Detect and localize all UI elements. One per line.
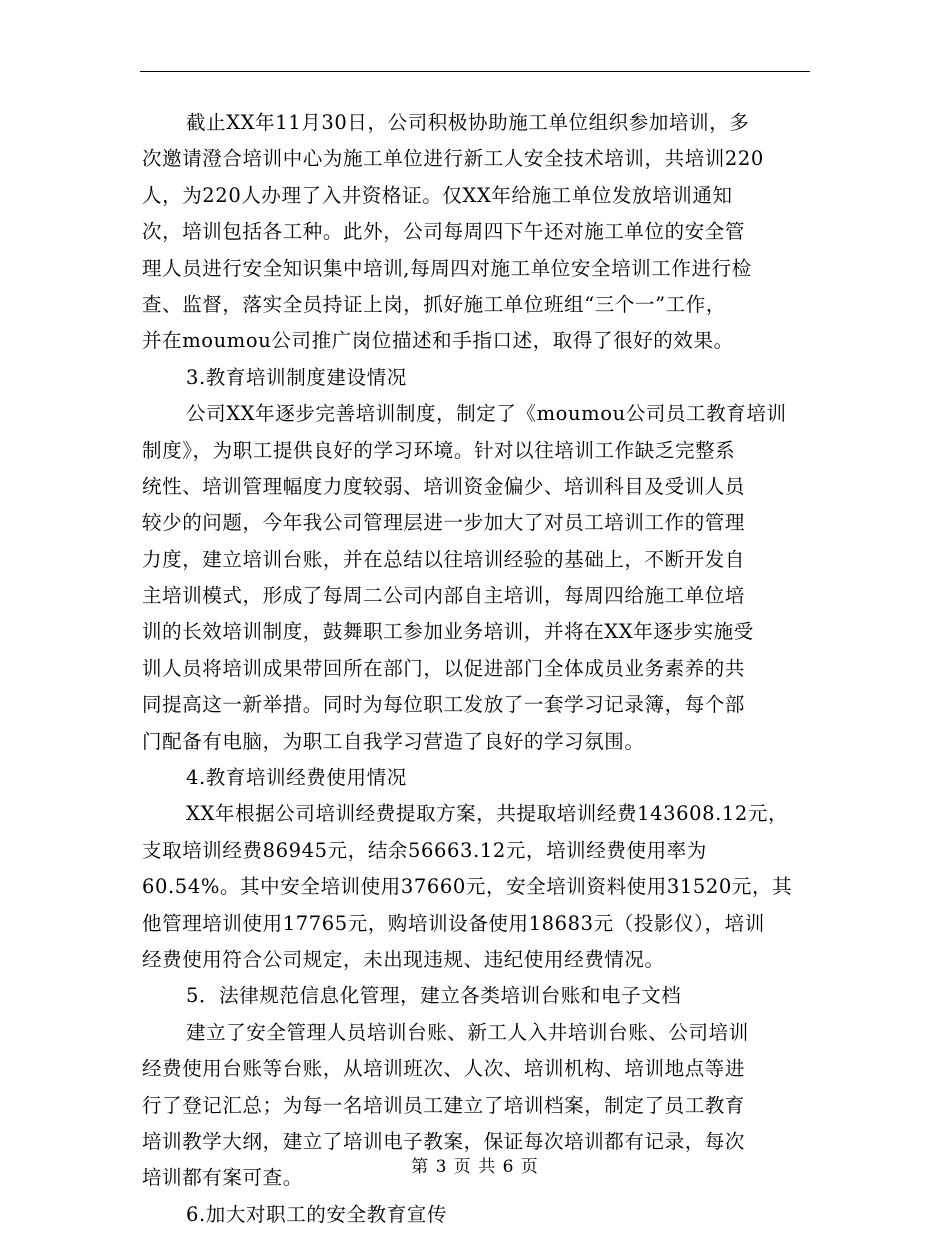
text-line: 经费使用台账等台账，从培训班次、人次、培训机构、培训地点等进: [142, 1057, 746, 1081]
text-line: XX年根据公司培训经费提取方案，共提取培训经费143608.12元，: [186, 802, 789, 826]
text-line: 并在moumou公司推广岗位描述和手指口述，取得了很好的效果。: [142, 329, 734, 353]
paragraph-training-funds: [142, 796, 810, 978]
document-body: [142, 105, 810, 1233]
text-line: 次，培训包括各工种。此外，公司每周四下午还对施工单位的安全管: [142, 220, 746, 244]
page-footer: 第 3 页 共 6 页: [411, 1157, 539, 1177]
text-line: 理人员进行安全知识集中培训,每周四对施工单位安全培训工作进行检: [142, 256, 752, 280]
text-line: 建立了安全管理人员培训台账、新工人入井培训台账、公司培训: [186, 1020, 749, 1044]
text-line: 查、监督，落实全员持证上岗，抓好施工单位班组“三个一”工作，: [142, 292, 726, 316]
header-rule: [140, 71, 810, 72]
paragraph-training-system: [142, 396, 810, 760]
text-line: 60.54%。其中安全培训使用37660元，安全培训资料使用31520元，其: [142, 875, 793, 899]
heading-training-funds: 4.教育培训经费使用情况: [186, 766, 407, 790]
text-line: 人，为220人办理了入井资格证。仅XX年给施工单位发放培训通知: [142, 183, 733, 207]
paragraph-training-organization: [142, 105, 810, 360]
text-line: 主培训模式，形成了每周二公司内部自主培训，每周四给施工单位培: [142, 584, 746, 608]
text-line: 制度》，为职工提供良好的学习环境。针对以往培训工作缺乏完整系: [142, 438, 736, 462]
heading-information-management: 5．法律规范信息化管理，建立各类培训台账和电子文档: [186, 984, 682, 1008]
text-line: 统性、培训管理幅度力度较弱、培训资金偏少、培训科目及受训人员: [142, 474, 746, 498]
text-line: 训的长效培训制度，鼓舞职工参加业务培训，并将在XX年逐步实施受: [142, 620, 754, 644]
text-line: 支取培训经费86945元，结余56663.12元，培训经费使用率为: [142, 838, 707, 862]
text-line: 截止XX年11月30日，公司积极协助施工单位组织参加培训，多: [186, 111, 750, 134]
text-line: 培训都有案可查。: [142, 1166, 303, 1190]
text-line: 力度，建立培训台账，并在总结以往培训经验的基础上，不断开发自: [142, 547, 746, 571]
text-line: 培训教学大纲，建立了培训电子教案，保证每次培训都有记录，每次: [142, 1129, 746, 1153]
text-line: 公司XX年逐步完善培训制度，制定了《moumou公司员工教育培训: [186, 402, 787, 426]
text-line: 训人员将培训成果带回所在部门，以促进部门全体成员业务素养的共: [142, 656, 746, 680]
text-line: 次邀请澄合培训中心为施工单位进行新工人安全技术培训，共培训220: [142, 147, 764, 171]
heading-training-system: 3.教育培训制度建设情况: [186, 365, 407, 389]
text-line: 同提高这一新举措。同时为每位职工发放了一套学习记录簿，每个部: [142, 693, 746, 717]
heading-safety-education: 6.加大对职工的安全教育宣传: [186, 1202, 448, 1226]
text-line: 经费使用符合公司规定，未出现违规、违纪使用经费情况。: [142, 947, 665, 971]
text-line: 他管理培训使用17765元，购培训设备使用18683元（投影仪），培训: [142, 911, 765, 935]
text-line: 较少的问题，今年我公司管理层进一步加大了对员工培训工作的管理: [142, 511, 746, 535]
text-line: 门配备有电脑，为职工自我学习营造了良好的学习氛围。: [142, 729, 645, 753]
text-line: 行了登记汇总；为每一名培训员工建立了培训档案，制定了员工教育: [142, 1093, 746, 1117]
